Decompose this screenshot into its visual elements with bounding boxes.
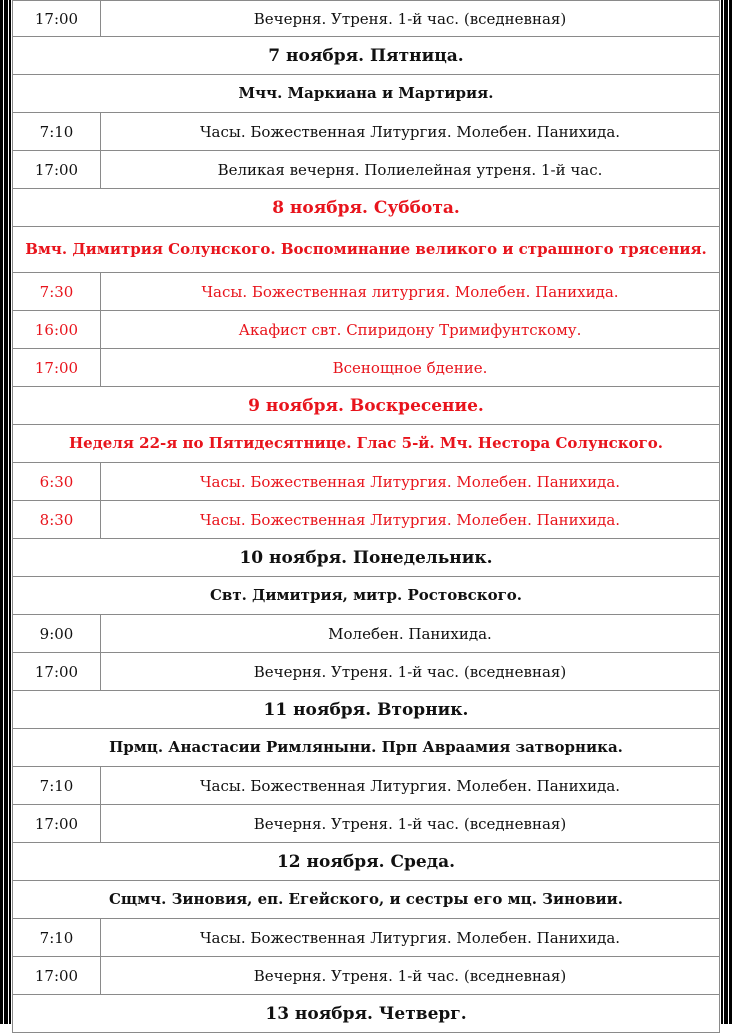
schedule-table bbox=[12, 0, 720, 1033]
service-description: Часы. Божественная Литургия. Молебен. Панихида. bbox=[101, 463, 720, 501]
service-time: 6:30 bbox=[13, 463, 101, 501]
service-row bbox=[13, 1, 720, 37]
service-time: 7:10 bbox=[13, 767, 101, 805]
day-heading: 7 ноября. Пятница. bbox=[13, 37, 720, 75]
service-description: Великая вечерня. Полиелейная утреня. 1-й час. bbox=[101, 151, 720, 189]
day-heading: 13 ноября. Четверг. bbox=[13, 995, 720, 1033]
service-time: 8:30 bbox=[13, 501, 101, 539]
commemoration-text: Вмч. Димитрия Солунского. Воспоминание великого и страшного трясения. bbox=[13, 227, 720, 273]
day-heading: 9 ноября. Воскресение. bbox=[13, 387, 720, 425]
service-description: Часы. Божественная Литургия. Молебен. Панихида. bbox=[101, 501, 720, 539]
saint-row bbox=[13, 577, 720, 615]
left-border-middle bbox=[4, 0, 8, 1024]
service-time: 7:10 bbox=[13, 919, 101, 957]
left-border-outer bbox=[0, 0, 3, 1024]
saint-row bbox=[13, 425, 720, 463]
service-time: 7:10 bbox=[13, 113, 101, 151]
service-row bbox=[13, 273, 720, 311]
service-row bbox=[13, 113, 720, 151]
right-border-inner bbox=[721, 0, 723, 1024]
left-border-inner bbox=[9, 0, 11, 1024]
service-time: 9:00 bbox=[13, 615, 101, 653]
service-row bbox=[13, 767, 720, 805]
service-time: 7:30 bbox=[13, 273, 101, 311]
service-time: 17:00 bbox=[13, 1, 101, 37]
service-description: Вечерня. Утреня. 1-й час. (вседневная) bbox=[101, 957, 720, 995]
day-heading: 12 ноября. Среда. bbox=[13, 843, 720, 881]
right-border-middle bbox=[724, 0, 728, 1024]
day-header-row bbox=[13, 189, 720, 227]
service-row bbox=[13, 463, 720, 501]
day-header-row bbox=[13, 691, 720, 729]
service-row bbox=[13, 151, 720, 189]
service-description: Вечерня. Утреня. 1-й час. (вседневная) bbox=[101, 653, 720, 691]
service-time: 17:00 bbox=[13, 957, 101, 995]
service-row bbox=[13, 919, 720, 957]
service-row bbox=[13, 501, 720, 539]
day-header-row bbox=[13, 539, 720, 577]
commemoration-text: Сщмч. Зиновия, еп. Егейского, и сестры его мц. Зиновии. bbox=[13, 881, 720, 919]
day-header-row bbox=[13, 387, 720, 425]
service-time: 16:00 bbox=[13, 311, 101, 349]
commemoration-text: Мчч. Маркиана и Мартирия. bbox=[13, 75, 720, 113]
day-header-row bbox=[13, 37, 720, 75]
commemoration-text: Свт. Димитрия, митр. Ростовского. bbox=[13, 577, 720, 615]
schedule-sheet bbox=[12, 0, 720, 1033]
service-time: 17:00 bbox=[13, 653, 101, 691]
saint-row bbox=[13, 75, 720, 113]
service-row bbox=[13, 615, 720, 653]
service-description: Часы. Божественная Литургия. Молебен. Панихида. bbox=[101, 113, 720, 151]
service-description: Всенощное бдение. bbox=[101, 349, 720, 387]
service-row bbox=[13, 311, 720, 349]
service-description: Вечерня. Утреня. 1-й час. (вседневная) bbox=[101, 1, 720, 37]
day-heading: 10 ноября. Понедельник. bbox=[13, 539, 720, 577]
service-description: Часы. Божественная Литургия. Молебен. Панихида. bbox=[101, 919, 720, 957]
service-time: 17:00 bbox=[13, 349, 101, 387]
saint-row bbox=[13, 227, 720, 273]
service-description: Акафист свт. Спиридону Тримифунтскому. bbox=[101, 311, 720, 349]
day-heading: 11 ноября. Вторник. bbox=[13, 691, 720, 729]
commemoration-text: Прмц. Анастасии Римляныни. Прп Авраамия затворника. bbox=[13, 729, 720, 767]
service-row bbox=[13, 805, 720, 843]
service-row bbox=[13, 349, 720, 387]
day-header-row bbox=[13, 843, 720, 881]
service-time: 17:00 bbox=[13, 805, 101, 843]
service-description: Молебен. Панихида. bbox=[101, 615, 720, 653]
service-description: Вечерня. Утреня. 1-й час. (вседневная) bbox=[101, 805, 720, 843]
service-time: 17:00 bbox=[13, 151, 101, 189]
day-header-row bbox=[13, 995, 720, 1033]
day-heading: 8 ноября. Суббота. bbox=[13, 189, 720, 227]
service-row bbox=[13, 957, 720, 995]
service-row bbox=[13, 653, 720, 691]
service-description: Часы. Божественная Литургия. Молебен. Панихида. bbox=[101, 767, 720, 805]
service-description: Часы. Божественная литургия. Молебен. Панихида. bbox=[101, 273, 720, 311]
saint-row bbox=[13, 729, 720, 767]
commemoration-text: Неделя 22-я по Пятидесятнице. Глас 5-й. Мч. Нестора Солунского. bbox=[13, 425, 720, 463]
saint-row bbox=[13, 881, 720, 919]
